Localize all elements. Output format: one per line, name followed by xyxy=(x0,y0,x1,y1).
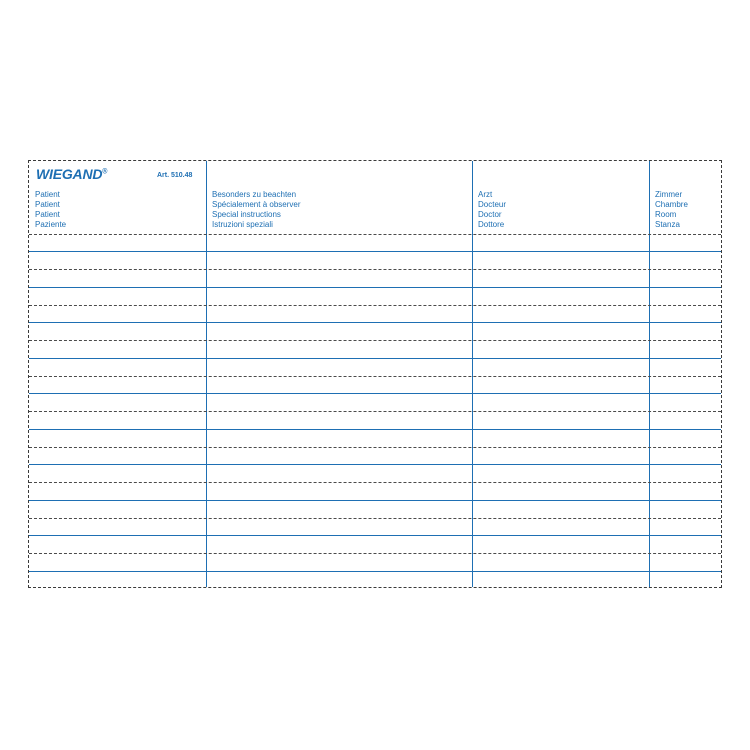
heading-line: Chambre xyxy=(655,200,688,209)
cut-line xyxy=(29,411,721,412)
heading-line: Patient xyxy=(35,190,60,199)
heading-line: Spécialement à observer xyxy=(212,200,301,209)
registered-mark: ® xyxy=(102,168,108,176)
cut-line xyxy=(29,553,721,554)
cut-line xyxy=(29,518,721,519)
article-number: Art. 510.48 xyxy=(157,172,193,179)
wiegand-logo xyxy=(36,166,107,182)
heading-line: Stanza xyxy=(655,220,680,229)
heading-line: Arzt xyxy=(478,190,493,199)
column-heading-special-instructions xyxy=(212,190,301,230)
column-heading-doctor xyxy=(478,190,506,230)
heading-line: Besonders zu beachten xyxy=(212,190,297,199)
writing-line xyxy=(29,251,721,252)
cut-line xyxy=(29,482,721,483)
writing-line xyxy=(29,571,721,572)
writing-line xyxy=(29,464,721,465)
heading-line: Doctor xyxy=(478,210,502,219)
heading-line: Istruzioni speziali xyxy=(212,220,273,229)
cut-line xyxy=(29,269,721,270)
form-header xyxy=(29,161,721,234)
heading-line: Zimmer xyxy=(655,190,683,199)
heading-line: Special instructions xyxy=(212,210,281,219)
cut-line xyxy=(29,340,721,341)
cut-line xyxy=(29,376,721,377)
cut-line xyxy=(29,234,721,235)
form-sheet xyxy=(28,160,722,588)
heading-line: Paziente xyxy=(35,220,67,229)
writing-line xyxy=(29,393,721,394)
writing-line xyxy=(29,287,721,288)
heading-line: Docteur xyxy=(478,200,507,209)
writing-line xyxy=(29,358,721,359)
column-heading-room xyxy=(655,190,688,230)
writing-line xyxy=(29,500,721,501)
heading-line: Room xyxy=(655,210,677,219)
writing-line xyxy=(29,429,721,430)
column-heading-patient xyxy=(35,190,66,230)
cut-line xyxy=(29,305,721,306)
logo-text: WIEGAND xyxy=(36,166,103,182)
writing-line xyxy=(29,322,721,323)
heading-line: Patient xyxy=(35,200,60,209)
heading-line: Patient xyxy=(35,210,60,219)
heading-line: Dottore xyxy=(478,220,505,229)
cut-line xyxy=(29,447,721,448)
writing-line xyxy=(29,535,721,536)
